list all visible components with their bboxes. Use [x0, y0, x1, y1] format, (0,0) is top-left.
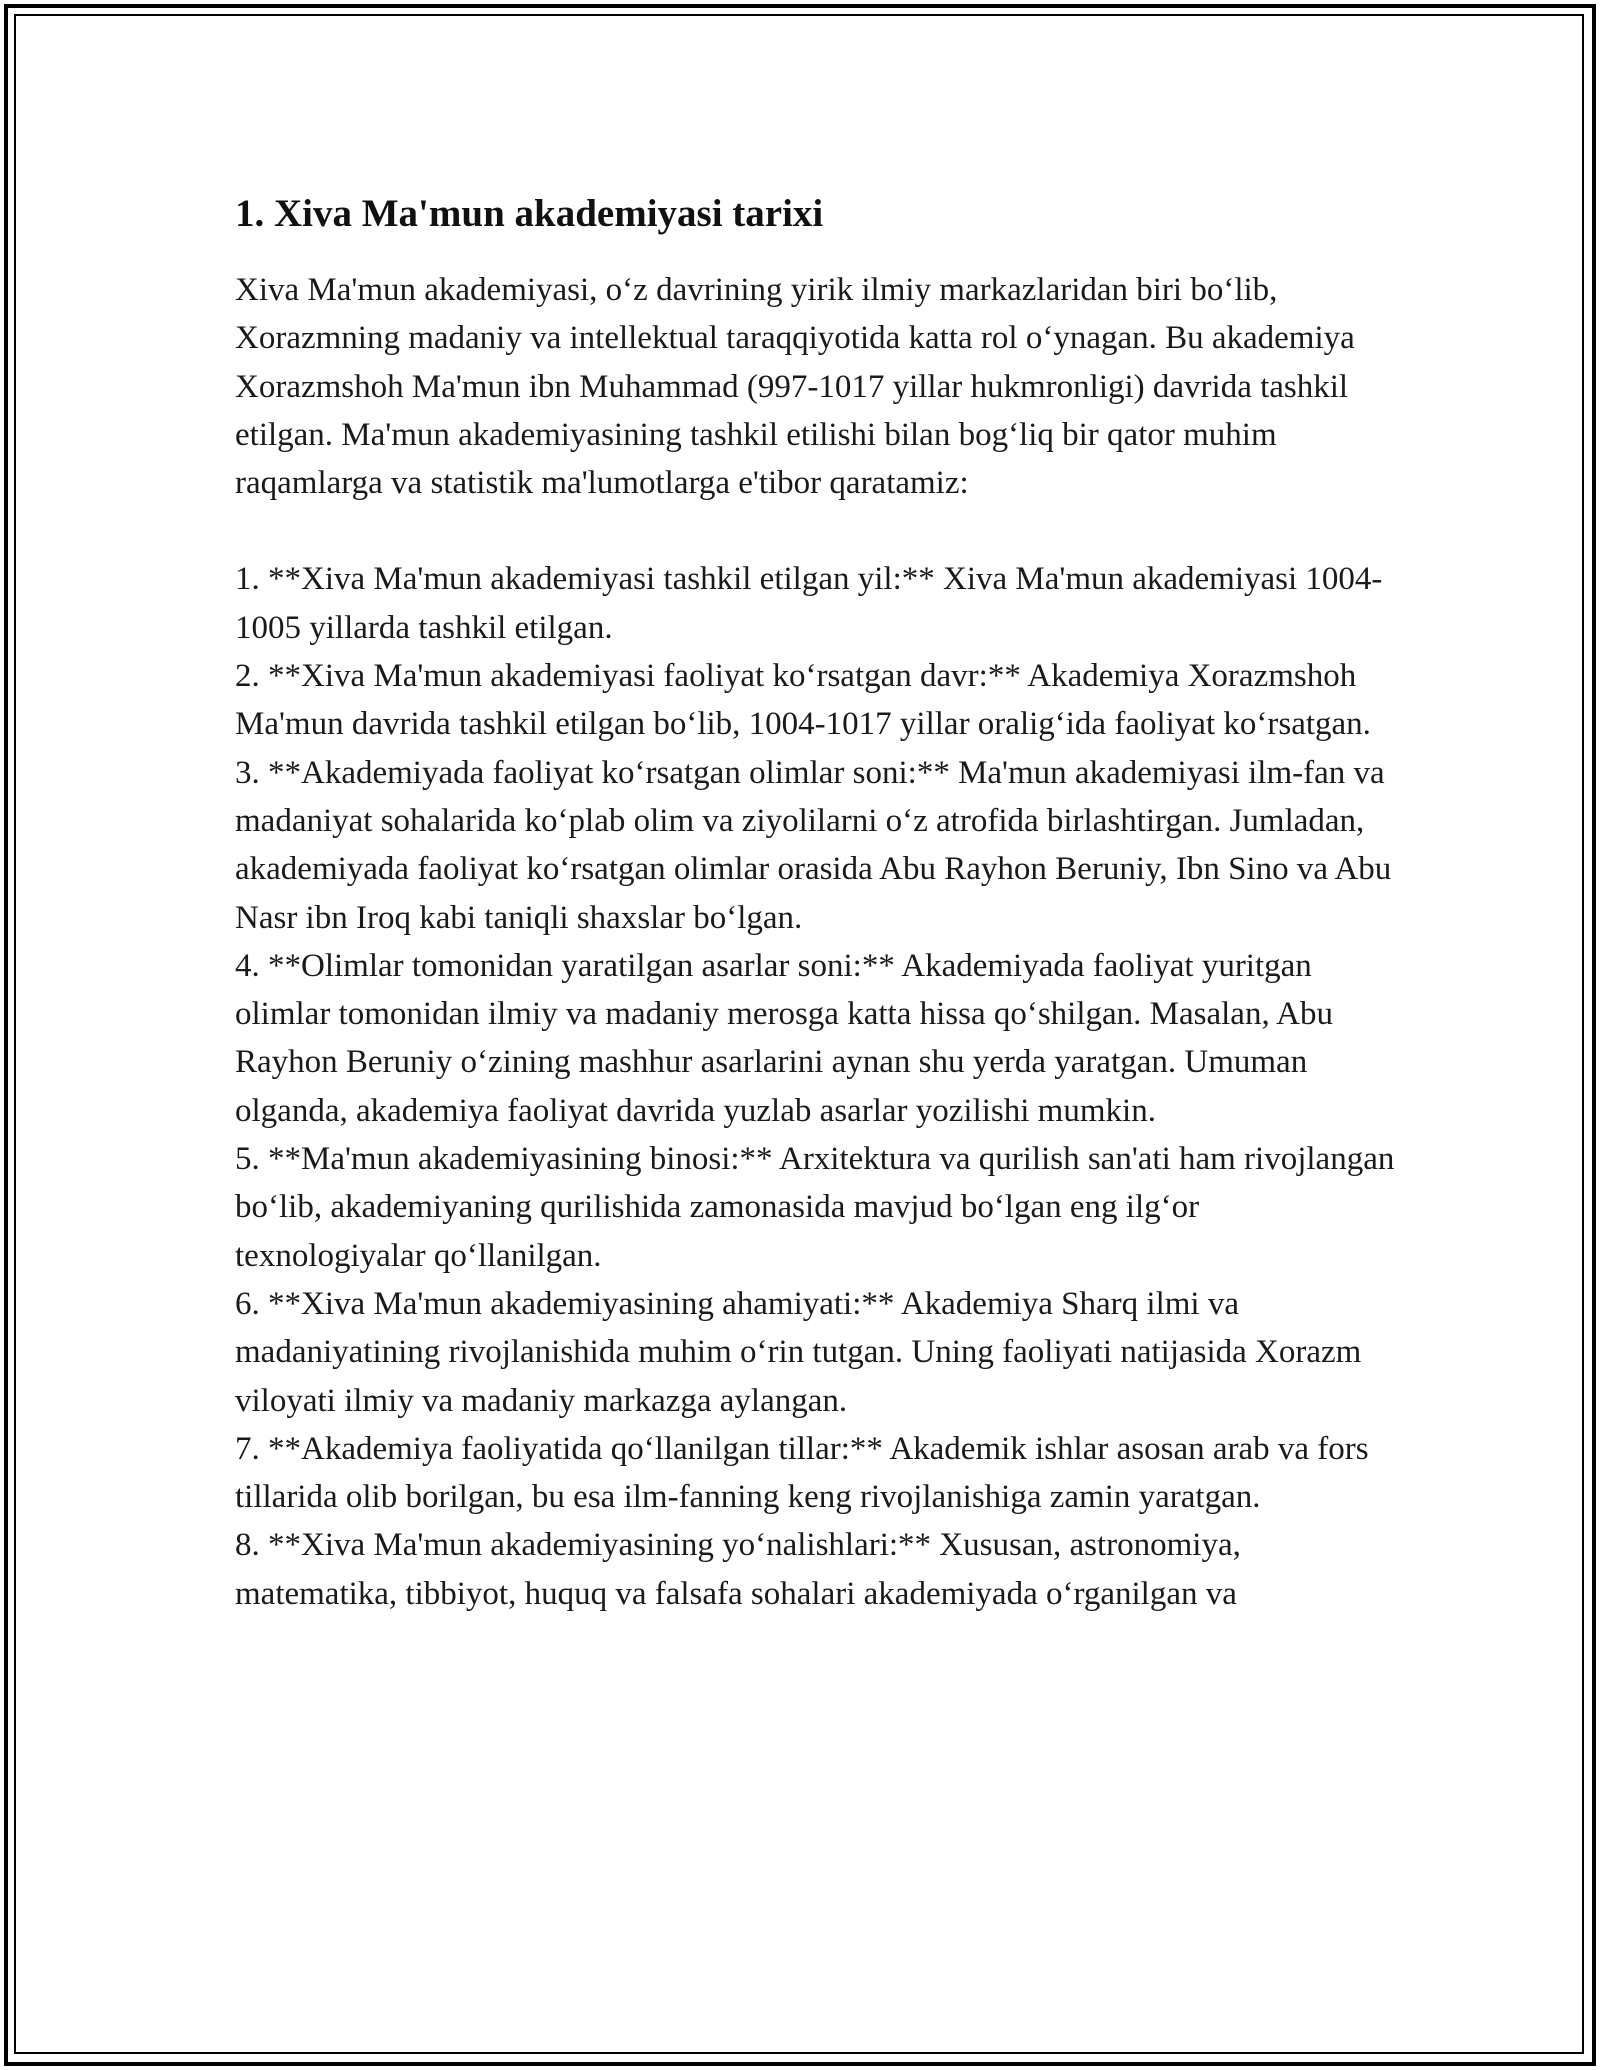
list-item: 6. **Xiva Ma'mun akademiyasining ahamiyati:** Akademiya Sharq ilmi va madaniyatining rivojlanishida muhim o‘rin tutgan. Uning faoliyati natijasida Xorazm viloyati ilmiy va madaniy markazga aylangan. — [235, 1285, 1362, 1419]
list-item: 5. **Ma'mun akademiyasining binosi:** Arxitektura va qurilish san'ati ham rivojlangan bo‘lib, akademiyaning qurilishida zamonasida mavjud bo‘lgan eng ilg‘or texnologiyalar qo‘llanilgan. — [235, 1141, 1395, 1274]
list-item: 8. **Xiva Ma'mun akademiyasining yo‘nalishlari:** Xususan, astronomiya, matematika, tibbiyot, huquq va falsafa sohalari akademiyada o‘rganilgan va — [235, 1527, 1241, 1612]
intro-paragraph: Xiva Ma'mun akademiyasi, o‘z davrining yirik ilmiy markazlaridan biri bo‘lib, Xorazmning madaniy va intellektual taraqqiyotida katta rol o‘ynagan. Bu akademiya Xorazmshoh Ma'mun ibn Muhammad (997-1017 yillar hukmronligi) davrida tashkil etilgan. Ma'mun akademiyasining tashkil etilishi bilan bog‘liq bir qator muhim raqamlarga va statistik ma'lumotlarga e'tibor qaratamiz: — [235, 272, 1355, 502]
list-item: 3. **Akademiyada faoliyat ko‘rsatgan olimlar soni:** Ma'mun akademiyasi ilm-fan va madaniyat sohalarida ko‘plab olim va ziyolilarni o‘z atrofida birlashtirgan. Jumladan, akademiyada faoliyat ko‘rsatgan olimlar orasida Abu Rayhon Beruniy, Ibn Sino va Abu Nasr ibn Iroq kabi taniqli shaxslar bo‘lgan. — [235, 754, 1392, 936]
list-item: 1. **Xiva Ma'mun akademiyasi tashkil etilgan yil:** Xiva Ma'mun akademiyasi 1004-1005 yillarda tashkil etilgan. — [235, 561, 1383, 646]
document-body — [235, 190, 1395, 1618]
list-item: 7. **Akademiya faoliyatida qo‘llanilgan tillar:** Akademik ishlar asosan arab va fors tillarida olib borilgan, bu esa ilm-fanning keng rivojlanishiga zamin yaratgan. — [235, 1430, 1369, 1516]
list-item: 4. **Olimlar tomonidan yaratilgan asarlar soni:** Akademiyada faoliyat yuritgan olimlar tomonidan ilmiy va madaniy merosga katta hissa qo‘shilgan. Masalan, Abu Rayhon Beruniy o‘zining mashhur asarlarini aynan shu yerda yaratgan. Umuman olganda, akademiya faoliyat davrida yuzlab asarlar yozilishi mumkin. — [235, 947, 1333, 1129]
list-item: 2. **Xiva Ma'mun akademiyasi faoliyat ko‘rsatgan davr:** Akademiya Xorazmshoh Ma'mun davrida tashkil etilgan bo‘lib, 1004-1017 yillar oralig‘ida faoliyat ko‘rsatgan. — [235, 658, 1371, 743]
document-title: 1. Xiva Ma'mun akademiyasi tarixi — [235, 192, 824, 235]
numbered-list — [235, 555, 1395, 1618]
